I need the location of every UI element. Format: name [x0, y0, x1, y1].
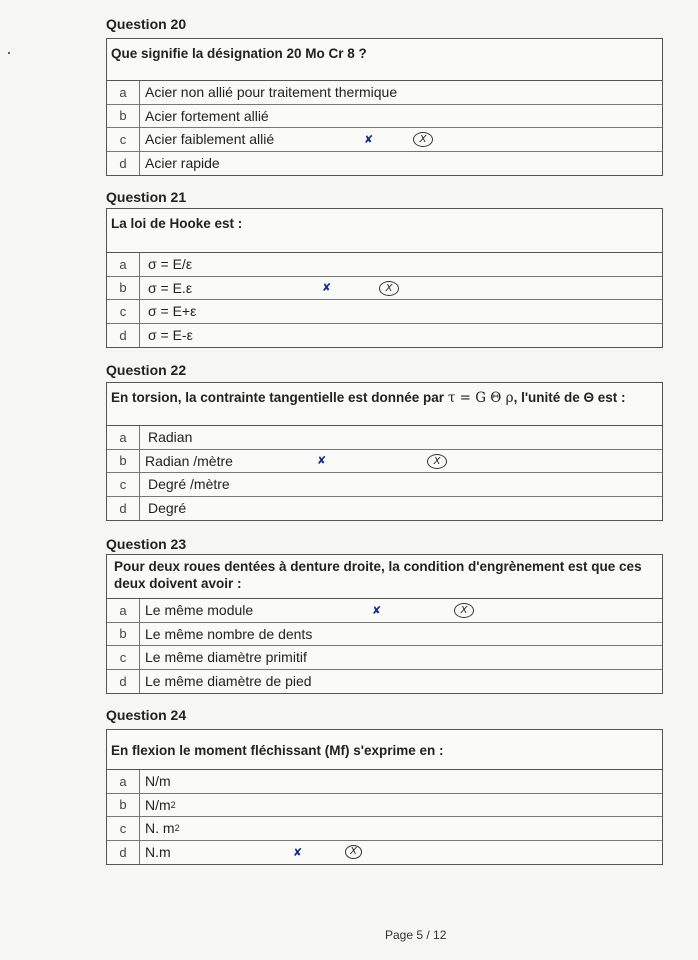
option-letter: d: [107, 152, 140, 176]
option-text: σ = E/ε: [148, 256, 193, 273]
question-22-option-d[interactable]: [107, 497, 662, 521]
question-20-prompt: Que signifie la désignation 20 Mo Cr 8 ?: [107, 39, 662, 81]
page-speck: [8, 52, 10, 54]
torsion-formula: τ = G Θ ρ: [447, 390, 514, 406]
question-21-option-d[interactable]: [107, 324, 662, 348]
option-letter: c: [107, 300, 140, 323]
option-text: Radian: [148, 429, 193, 446]
handwritten-tick-mark: ✘: [322, 281, 332, 295]
circled-answer-mark: X: [345, 845, 362, 859]
question-21-option-b[interactable]: [107, 277, 662, 301]
question-23-option-c[interactable]: [107, 646, 662, 670]
option-letter: a: [107, 426, 140, 449]
question-22-option-b[interactable]: [107, 450, 662, 474]
question-23-title: Question 23: [106, 536, 187, 552]
question-20-option-b[interactable]: [107, 105, 662, 129]
option-letter: a: [107, 253, 140, 276]
question-21-option-a[interactable]: [107, 253, 662, 277]
page-number: Page 5 / 12: [385, 928, 447, 942]
option-letter: b: [107, 450, 140, 473]
question-20-option-a[interactable]: [107, 81, 662, 105]
question-23-prompt: Pour deux roues dentées à denture droite, la condition d'engrènement est que ces deux doivent avoir :: [107, 555, 662, 599]
question-23-option-d[interactable]: [107, 670, 662, 694]
question-22-table: [106, 382, 663, 521]
circled-answer-mark: X: [427, 454, 447, 469]
prompt-text-start: En torsion, la contrainte tangentielle est donnée par: [111, 390, 445, 405]
question-22-option-a[interactable]: [107, 426, 662, 450]
option-letter: b: [107, 623, 140, 646]
option-cell: N. m 2: [145, 820, 180, 837]
question-23-option-a[interactable]: [107, 599, 662, 623]
circled-answer-mark: X: [413, 132, 433, 147]
question-24-option-d[interactable]: [107, 841, 662, 865]
option-text: σ = E.ε: [148, 279, 193, 296]
question-20-option-c[interactable]: [107, 128, 662, 152]
option-cell: [140, 277, 662, 300]
option-letter: a: [107, 81, 140, 104]
option-letter: c: [107, 473, 140, 496]
handwritten-tick-mark: ✘: [317, 454, 327, 468]
option-text: σ = E-ε: [148, 327, 193, 344]
question-20-title: Question 20: [106, 16, 187, 32]
option-text: Radian /mètre: [145, 452, 233, 469]
question-24-table: [106, 729, 663, 865]
option-cell: N/m 2: [145, 796, 176, 813]
option-letter: b: [107, 794, 140, 817]
option-text: Acier non allié pour traitement thermique: [145, 84, 398, 101]
handwritten-tick-mark: ✘: [364, 132, 374, 146]
question-20-option-d[interactable]: [107, 152, 662, 176]
option-cell: [140, 450, 662, 473]
question-23-table: [106, 554, 663, 694]
option-text: N/m: [145, 773, 171, 790]
option-cell: [140, 841, 662, 865]
option-text: Le même nombre de dents: [145, 625, 313, 642]
option-letter: b: [107, 277, 140, 300]
question-24-title: Question 24: [106, 707, 187, 723]
option-text: Acier faiblement allié: [145, 131, 275, 148]
option-cell: [140, 128, 662, 151]
question-23-option-b[interactable]: [107, 623, 662, 647]
question-21-title: Question 21: [106, 189, 187, 205]
circled-answer-mark: X: [454, 603, 474, 618]
option-text: N.m: [145, 844, 171, 861]
question-24-prompt: En flexion le moment fléchissant (Mf) s'exprime en :: [107, 730, 662, 770]
option-letter: c: [107, 817, 140, 840]
question-20-table: [106, 38, 663, 176]
question-21-option-c[interactable]: [107, 300, 662, 324]
option-letter: b: [107, 105, 140, 128]
option-letter: c: [107, 646, 140, 669]
option-text: Degré: [148, 500, 187, 517]
option-letter: d: [107, 670, 140, 694]
question-24-option-a[interactable]: [107, 770, 662, 794]
option-text: Degré /mètre: [148, 476, 230, 493]
option-letter: d: [107, 324, 140, 348]
option-text: σ = E+ε: [148, 303, 197, 320]
prompt-text-end: , l'unité de Θ est :: [513, 390, 626, 405]
option-text: Acier rapide: [145, 155, 220, 172]
handwritten-tick-mark: ✘: [293, 845, 303, 859]
question-24-option-c[interactable]: [107, 817, 662, 841]
option-letter: d: [107, 841, 140, 865]
question-21-prompt: La loi de Hooke est :: [107, 209, 662, 253]
handwritten-tick-mark: ✘: [372, 603, 382, 617]
option-letter: c: [107, 128, 140, 151]
option-cell: [140, 599, 662, 622]
option-letter: a: [107, 770, 140, 793]
question-22-prompt: [107, 383, 662, 426]
option-text: Le même diamètre primitif: [145, 649, 307, 666]
question-24-option-b[interactable]: [107, 794, 662, 818]
question-22-option-c[interactable]: [107, 473, 662, 497]
option-text: Le même module: [145, 602, 254, 619]
circled-answer-mark: X: [379, 281, 399, 296]
option-letter: a: [107, 599, 140, 622]
option-text: Le même diamètre de pied: [145, 673, 312, 690]
option-letter: d: [107, 497, 140, 521]
question-22-title: Question 22: [106, 362, 187, 378]
question-21-table: [106, 208, 663, 348]
option-text: Acier fortement allié: [145, 107, 269, 124]
option-text: N. m: [145, 820, 175, 837]
option-text: N/m: [145, 796, 171, 813]
